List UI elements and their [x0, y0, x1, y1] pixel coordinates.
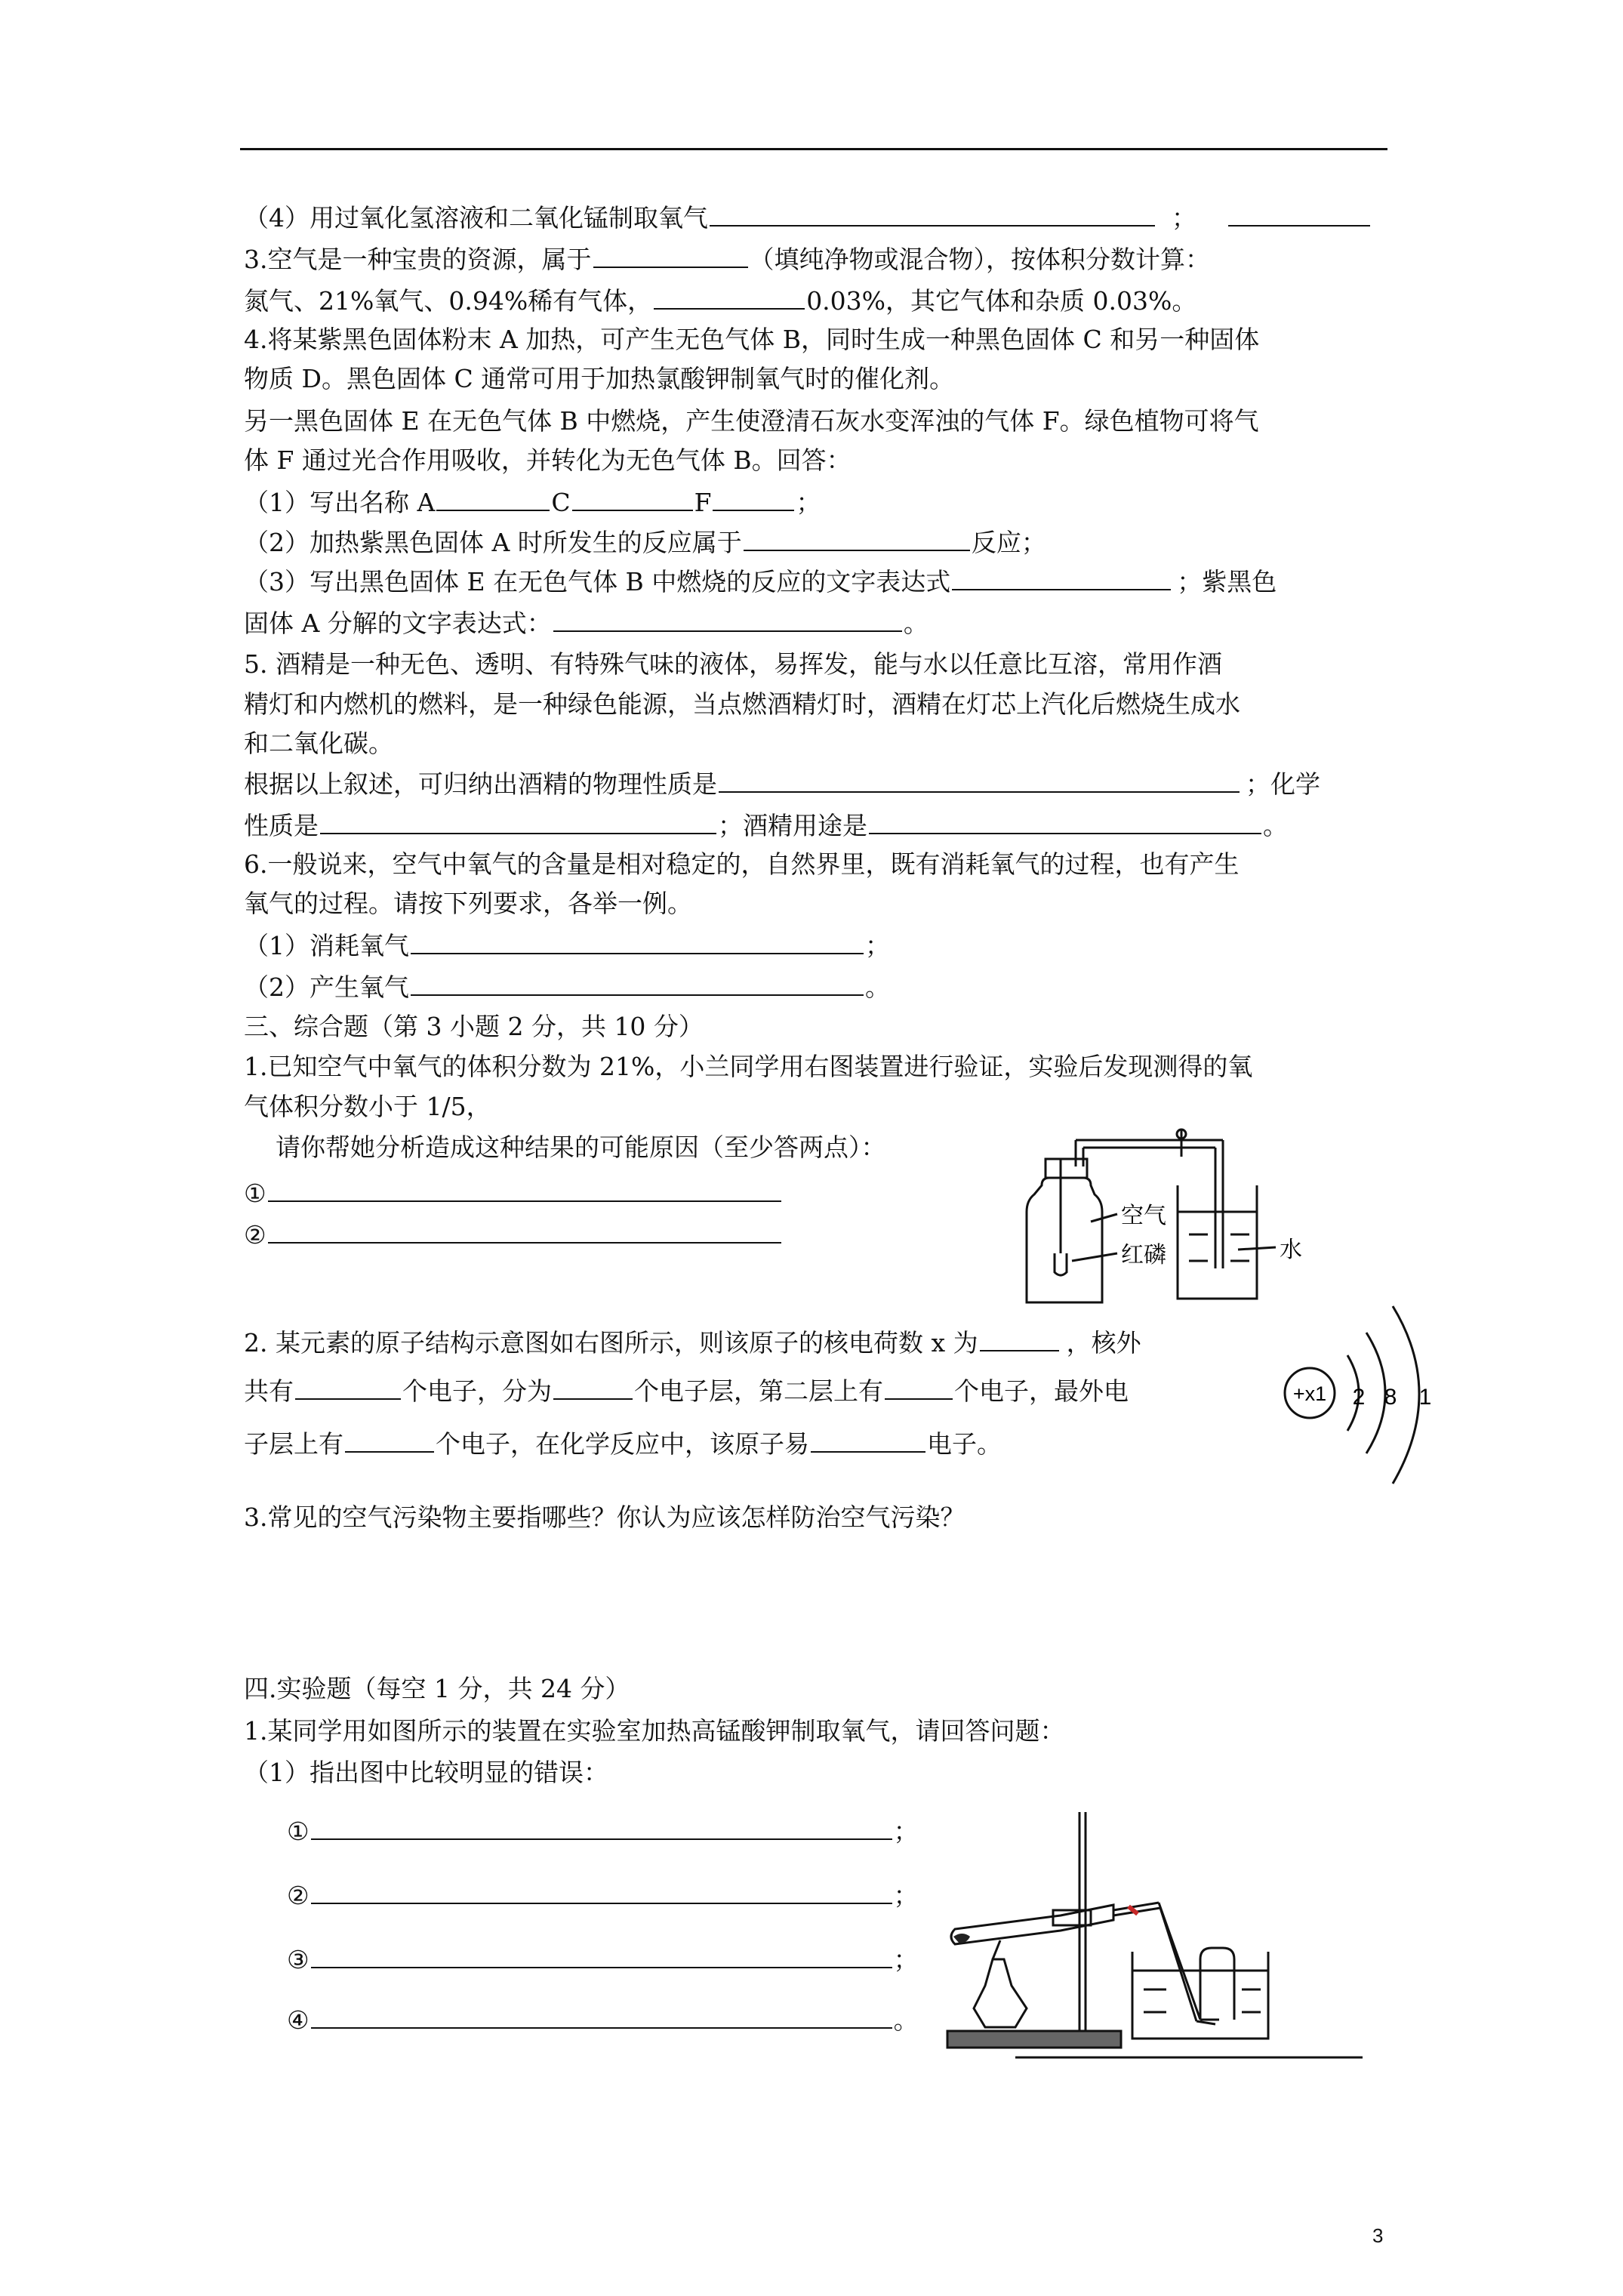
question-5-line4: 根据以上叙述，可归纳出酒精的物理性质是 ；化学: [244, 769, 1320, 799]
answer-blank[interactable]: [268, 1178, 781, 1202]
answer-blank[interactable]: [436, 487, 550, 511]
kmno4-oxygen-apparatus-figure: [940, 1801, 1378, 2073]
atom-structure-drawing: [1276, 1291, 1464, 1502]
answer-blank[interactable]: [572, 487, 693, 511]
section-3-q1-line1: 1.已知空气中氧气的体积分数为 21%，小兰同学用右图装置进行验证，实验后发现测得的氧: [244, 1052, 1253, 1081]
section-3-q1-answer2: ②: [244, 1219, 783, 1250]
answer-blank[interactable]: [311, 2005, 892, 2029]
answer-blank[interactable]: [411, 930, 864, 954]
answer-blank[interactable]: [710, 202, 1155, 227]
answer-blank[interactable]: [869, 810, 1261, 834]
question-5-line5: 性质是 ；酒精用途是 。: [244, 811, 1288, 840]
answer-blank[interactable]: [593, 244, 748, 268]
label-red-phosphorus: 红磷: [1121, 1243, 1166, 1268]
section-3-q2-line2: 共有 个电子，分为 个电子层，第二层上有 个电子，最外电: [244, 1376, 1129, 1406]
section-3-q2-line3: 子层上有 个电子，在化学反应中，该原子易 电子。: [244, 1429, 1002, 1459]
answer-blank[interactable]: [553, 608, 902, 632]
question-4-sub3-cont: 固体 A 分解的文字表达式： 。: [244, 609, 929, 638]
question-4-line4: 体 F 通过光合作用吸收，并转化为无色气体 B。回答：: [244, 445, 852, 475]
question-4-sub2: （2）加热紫黑色固体 A 时所发生的反应属于 反应；: [244, 528, 1046, 557]
answer-blank[interactable]: [553, 1376, 633, 1400]
shell-2-electrons: 8: [1384, 1385, 1397, 1410]
question-5-line3: 和二氧化碳。: [244, 729, 393, 758]
section-4-q1-sub1: （1）指出图中比较明显的错误：: [244, 1758, 608, 1787]
question-3-line2: 氮气、21%氧气、0.94%稀有气体， 0.03%，其它气体和杂质 0.03%。: [244, 286, 1197, 316]
page-number: 3: [1372, 2224, 1384, 2247]
question-4-line1: 4.将某紫黑色固体粉末 A 加热，可产生无色气体 B，同时生成一种黑色固体 C 和另一种固体: [244, 325, 1260, 354]
question-4-line2: 物质 D。黑色固体 C 通常可用于加热氯酸钾制氧气时的催化剂。: [244, 364, 955, 393]
answer-blank[interactable]: [295, 1376, 401, 1400]
answer-blank[interactable]: [811, 1428, 925, 1453]
question-4-line3: 另一黑色固体 E 在无色气体 B 中燃烧，产生使澄清石灰水变浑浊的气体 F。绿色植物可将气: [244, 406, 1259, 436]
section-3-q1-line2: 气体积分数小于 1/5，: [244, 1092, 491, 1121]
answer-blank[interactable]: [411, 972, 864, 996]
question-6-sub1: （1）消耗氧气 ；: [244, 931, 890, 960]
kmno4-apparatus-drawing: [940, 1801, 1378, 2073]
section-4-heading: 四.实验题（每空 1 分，共 24 分）: [244, 1674, 630, 1703]
answer-blank[interactable]: [320, 810, 716, 834]
phosphorus-apparatus-drawing: [1019, 1125, 1359, 1314]
shell-3-electrons: 1: [1418, 1385, 1432, 1410]
question-4-sub3: （3）写出黑色固体 E 在无色气体 B 中燃烧的反应的文字表达式 ；紫黑色: [244, 567, 1277, 596]
nucleus-label: +x1: [1292, 1382, 1327, 1405]
question-4-4: （4）用过氧化氢溶液和二氧化锰制取氧气 ；: [244, 202, 1372, 233]
answer-blank[interactable]: [1228, 202, 1370, 227]
answer-blank[interactable]: [719, 769, 1240, 793]
answer-blank[interactable]: [311, 1816, 892, 1840]
section-3-q1-line3: 请你帮她分析造成这种结果的可能原因（至少答两点）：: [276, 1133, 886, 1162]
section-4-q1: 1.某同学用如图所示的装置在实验室加热高锰酸钾制取氧气，请回答问题：: [244, 1716, 1065, 1746]
answer-blank[interactable]: [654, 285, 805, 310]
question-6-sub2: （2）产生氧气 。: [244, 972, 890, 1002]
answer-blank[interactable]: [744, 527, 970, 551]
answer-blank[interactable]: [952, 566, 1171, 590]
section-4-answer4: ④ 。: [287, 2005, 919, 2035]
answer-blank[interactable]: [311, 1944, 892, 1968]
answer-blank[interactable]: [980, 1327, 1059, 1351]
answer-blank[interactable]: [268, 1219, 781, 1244]
question-6-line1: 6.一般说来，空气中氧气的含量是相对稳定的，自然界里，既有消耗氧气的过程，也有产生: [244, 849, 1240, 879]
question-5-line2: 精灯和内燃机的燃料，是一种绿色能源，当点燃酒精灯时，酒精在灯芯上汽化后燃烧生成水: [244, 689, 1240, 719]
section-3-heading: 三、综合题（第 3 小题 2 分，共 10 分）: [244, 1012, 704, 1041]
question-5-line1: 5. 酒精是一种无色、透明、有特殊气味的液体，易挥发，能与水以任意比互溶，常用作酒: [244, 649, 1222, 679]
answer-blank[interactable]: [311, 1880, 892, 1904]
shell-1-electrons: 2: [1352, 1385, 1366, 1410]
label-air: 空气: [1121, 1203, 1166, 1228]
section-4-answer2: ② ；: [287, 1881, 919, 1910]
answer-blank[interactable]: [885, 1376, 953, 1400]
label-water: 水: [1280, 1237, 1302, 1262]
question-4-sub1: （1）写出名称 A C F ；: [244, 488, 821, 517]
section-3-q3: 3.常见的空气污染物主要指哪些？你认为应该怎样防治空气污染？: [244, 1502, 965, 1532]
section-3-q2-line1: 2. 某元素的原子结构示意图如右图所示，则该原子的核电荷数 x 为 ，核外: [244, 1328, 1141, 1358]
phosphorus-apparatus-figure: [1019, 1125, 1359, 1314]
question-6-line2: 氧气的过程。请按下列要求，各举一例。: [244, 889, 692, 918]
section-4-answer3: ③ ；: [287, 1945, 919, 1974]
section-3-q1-answer1: ①: [244, 1178, 783, 1209]
header-rule: [240, 148, 1387, 150]
question-3-line1: 3.空气是一种宝贵的资源，属于 （填纯净物或混合物），按体积分数计算：: [244, 245, 1210, 274]
answer-blank[interactable]: [713, 487, 794, 511]
answer-blank[interactable]: [345, 1428, 434, 1453]
section-4-answer1: ① ；: [287, 1817, 919, 1846]
atom-structure-diagram: [1276, 1291, 1464, 1502]
